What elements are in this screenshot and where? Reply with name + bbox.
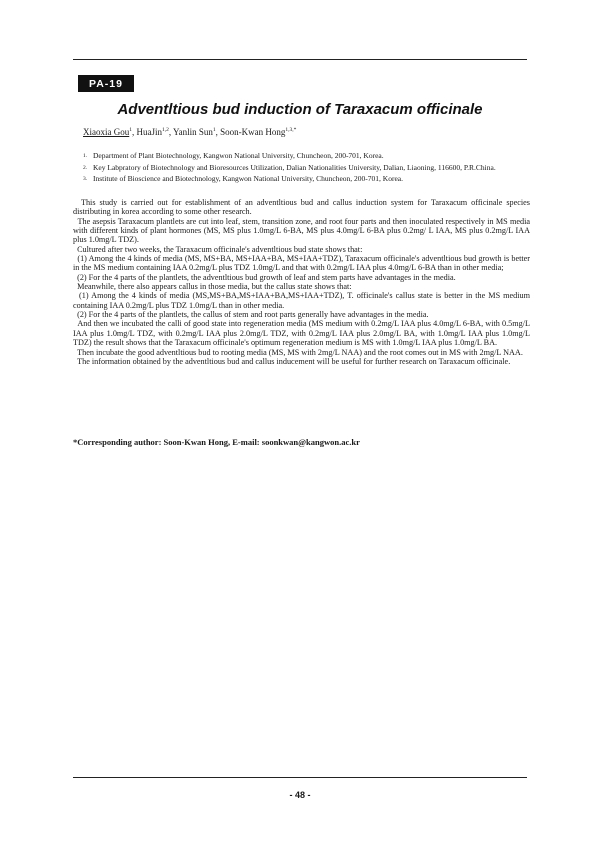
abstract-paragraph: And then we incubated the calli of good state into regeneration media (MS medium with 0.2mg/L IAA plus 4.0mg/L 6-BA, with 0.5mg/L IAA plus 1.0mg/L TDZ, with 0.2mg/L IAA plus 2.0mg/L TDZ, with 0.2mg/L IAA plus 2.0mg/L BA, with 1.0mg/L IAA plus 1.0mg/L TDZ) the result shows that the Taraxacum officinale's optimum regeneration medium is MS with 1.0mg/L IAA plus 1.0mg/L BA.	[73, 319, 530, 348]
affiliation-number: 2.	[83, 164, 88, 171]
affiliation-text: Department of Plant Biotechnology, Kangwon National University, Chuncheon, 200-701, Korea.	[93, 151, 384, 160]
affiliation-number: 3.	[83, 176, 88, 182]
abstract-paragraph: This study is carried out for establishment of an adventltious bud and callus induction system for Taraxacum officinale species distributing in korea according to some other research.	[73, 198, 530, 217]
affiliation-text: Institute of Bioscience and Biotechnology, Kangwon National University, Chuncheon, 200-701, Korea.	[93, 174, 404, 183]
author-list: Xiaoxia Gou$^1$, HuaJin$^{1,2}$, Yanlin Sun$^1$, Soon-Kwan Hong$^{1,3,*}$	[83, 127, 297, 137]
author-affil-sup: 1,3,*	[285, 127, 297, 133]
abstract-paragraph: The information obtained by the adventltious bud and callus inducement will be useful for further research on Taraxacum officinale.	[73, 356, 511, 366]
abstract-paragraph: (2) For the 4 parts of the plantlets, the adventltious bud growth of leaf and stem parts have advantages in the media.	[73, 272, 456, 282]
abstract-id-badge: PA-19	[78, 75, 134, 92]
abstract-paragraph: Cultured after two weeks, the Taraxacum officinale's adventltious bud state shows that:	[73, 244, 363, 254]
affiliation	[83, 174, 533, 184]
affiliation	[83, 151, 533, 161]
bottom-rule	[73, 777, 527, 778]
affiliation-list	[83, 151, 533, 186]
author-name: Soon-Kwan Hong	[220, 127, 286, 137]
abstract-paragraph: (2) For the 4 parts of the plantlets, the callus of stem and root parts generally have advantages in the media.	[73, 310, 429, 320]
author-name: Yanlin Sun	[173, 127, 213, 137]
affiliation-number: 1.	[83, 153, 88, 159]
abstract-paragraph: Then incubate the good adventltious bud to rooting media (MS, MS with 2mg/L NAA) and the root comes out in MS with 2mg/L NAA.	[73, 347, 523, 357]
abstract-paragraph: Meanwhile, there also appears callus in those media, but the callus state shows that:	[73, 282, 352, 292]
author-affil-sup: 1	[129, 127, 132, 133]
paper-title: Adventltious bud induction of Taraxacum officinale	[117, 101, 483, 118]
abstract-paragraph: The asepsis Taraxacum plantlets are cut into leaf, stem, transition zone, and root four parts and then inoculated respectively in MS media with different kinds of plant hormones (MS, MS plus 1.0mg/L 6-BA, MS plus 4.0mg/L 6-BA plus 0.2mg/ L IAA, MS plus 0.2mg/L IAA plus 1.0mg/L TDZ).	[73, 216, 530, 245]
corresponding-author: *Corresponding author: Soon-Kwan Hong, E-mail: soonkwan@kangwon.ac.kr	[73, 437, 360, 447]
affiliation-text: Key Labpratory of Biotechnology and Bioresources Utilization, Dalian Nationalities University, Dalian, Liaoning, 116600, P.R.China.	[93, 162, 496, 172]
affiliation	[83, 163, 533, 173]
author-name: Xiaoxia Gou	[83, 127, 130, 137]
author-affil-sup: 1	[212, 127, 216, 133]
abstract-paragraph: (1) Among the 4 kinds of media (MS, MS+BA, MS+IAA+BA, MS+IAA+TDZ), Taraxacum officinale's adventltious bud growth is better in the MS medium containing IAA 0.2mg/L plus TDZ 1.0mg/L and that with 0.2mg/L IAA plus 4.0mg/L 6-BA than in other media;	[73, 254, 530, 273]
author-affil-sup: 1,2	[162, 127, 169, 133]
abstract-body	[73, 198, 530, 366]
author-name: HuaJin	[136, 127, 162, 137]
top-rule	[73, 59, 527, 60]
abstract-paragraph: (1) Among the 4 kinds of media (MS,MS+BA,MS+IAA+BA,MS+IAA+TDZ), T. officinale's callus state is better in the MS medium containing IAA 0.2mg/L plus TDZ 1.0mg/L than in other media.	[73, 291, 530, 310]
page-number: - 48 -	[289, 790, 311, 800]
